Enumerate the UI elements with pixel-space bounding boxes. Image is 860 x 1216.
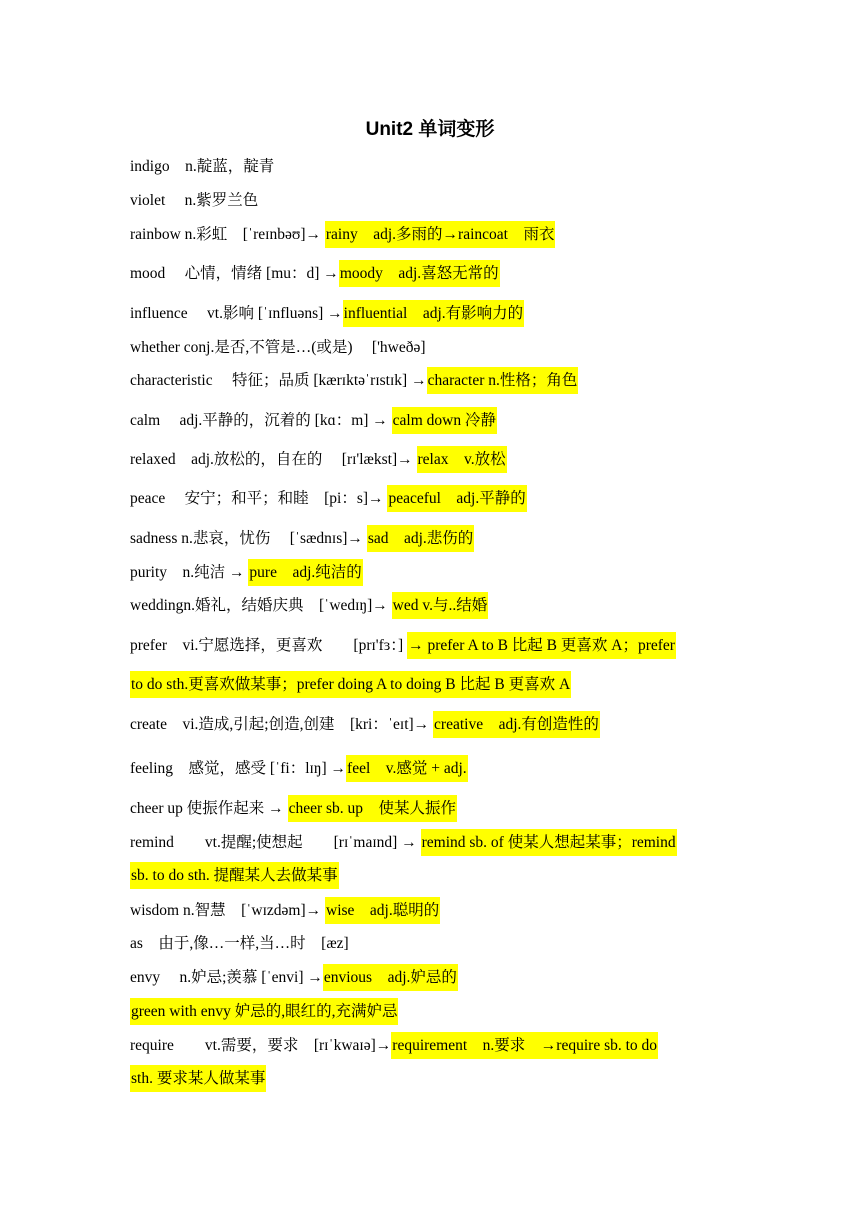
highlighted-derivative: rainy adj.多雨的→raincoat 雨衣 — [325, 221, 556, 248]
vocab-line-cheer-up — [130, 799, 457, 819]
vocab-line-influence — [130, 304, 524, 324]
vocab-line-violet — [130, 191, 258, 211]
highlighted-derivative: wise adj.聪明的 — [325, 897, 440, 924]
highlighted-derivative: sth. 要求某人做某事 — [130, 1065, 266, 1092]
highlighted-derivative: envious adj.妒忌的 — [323, 964, 458, 991]
vocab-line-indigo — [130, 157, 274, 177]
highlighted-derivative: remind sb. of 使某人想起某事；remind — [421, 829, 677, 856]
line-text: require vt.需要，要求 [rɪˈkwaɪə]→ — [130, 1037, 392, 1054]
line-text: create vi.造成,引起;创造,创建 [kri：ˈeɪt]→ — [130, 716, 434, 733]
vocab-line-sadness — [130, 529, 474, 549]
vocab-line-calm — [130, 411, 497, 431]
highlighted-derivative: green with envy 妒忌的,眼红的,充满妒忌 — [130, 998, 398, 1025]
line-text: weddingn.婚礼，结婚庆典 [ˈwedɪŋ]→ — [130, 597, 392, 614]
highlighted-derivative: pure adj.纯洁的 — [248, 559, 362, 586]
line-text: influence vt.影响 [ˈɪnfluəns] → — [130, 305, 343, 322]
vocab-line-peace — [130, 489, 527, 509]
line-text: characteristic 特征；品质 [kærɪktəˈrɪstɪk] → — [130, 372, 427, 389]
line-text: purity n.纯洁 → — [130, 564, 249, 581]
vocab-line-relaxed — [130, 450, 507, 470]
document-title: Unit2 单词变形 — [365, 119, 495, 140]
line-text: mood 心情，情绪 [mu：d] → — [130, 265, 339, 282]
vocab-line-prefer — [130, 636, 676, 656]
line-text: feeling 感觉，感受 [ˈfi：lɪŋ] → — [130, 760, 347, 777]
vocab-line-remind — [130, 833, 677, 853]
line-text: wisdom n.智慧 [ˈwɪzdəm]→ — [130, 902, 326, 919]
highlighted-derivative: peaceful adj.平静的 — [387, 485, 526, 512]
highlighted-derivative: → prefer A to B 比起 B 更喜欢 A；prefer — [407, 632, 676, 659]
vocab-line-green-with-envy — [130, 1002, 398, 1022]
highlighted-derivative: to do sth.更喜欢做某事；prefer doing A to doing B 比起 B 更喜欢 A — [130, 671, 571, 698]
line-text: as 由于,像…一样,当…时 [æz] — [130, 935, 349, 952]
highlighted-derivative: moody adj.喜怒无常的 — [339, 260, 500, 287]
highlighted-derivative: creative adj.有创造性的 — [433, 711, 600, 738]
line-text: cheer up 使振作起来 → — [130, 800, 288, 817]
vocab-line-as — [130, 934, 349, 954]
vocab-line-feeling — [130, 759, 468, 779]
line-text: prefer vi.宁愿选择，更喜欢 [prɪ'fɜ：] — [130, 637, 408, 654]
vocab-line-create — [130, 715, 600, 735]
highlighted-derivative: sb. to do sth. 提醒某人去做某事 — [130, 862, 339, 889]
vocab-line-purity — [130, 563, 363, 583]
highlighted-derivative: relax v.放松 — [417, 446, 507, 473]
vocab-line-remind-cont — [130, 866, 339, 886]
line-text: rainbow n.彩虹 [ˈreɪnbəʊ]→ — [130, 226, 325, 243]
highlighted-derivative: sad adj.悲伤的 — [367, 525, 474, 552]
line-text: calm adj.平静的，沉着的 [kɑ：m] → — [130, 412, 392, 429]
vocab-line-require — [130, 1036, 658, 1056]
highlighted-derivative: cheer sb. up 使某人振作 — [288, 795, 457, 822]
line-text: whether conj.是否,不管是…(或是) ['hweðə] — [130, 339, 426, 356]
vocab-line-envy — [130, 968, 458, 988]
line-text: sadness n.悲哀，忧伤 [ˈsædnɪs]→ — [130, 530, 367, 547]
vocab-line-whether — [130, 338, 426, 358]
highlighted-derivative: calm down 冷静 — [392, 407, 497, 434]
highlighted-derivative: wed v.与..结婚 — [392, 592, 489, 619]
highlighted-derivative: feel v.感觉 + adj. — [346, 755, 468, 782]
vocab-line-wedding — [130, 596, 488, 616]
highlighted-derivative: character n.性格；角色 — [427, 367, 579, 394]
vocab-line-characteristic — [130, 371, 578, 391]
highlighted-derivative: requirement n.要求 →require sb. to do — [391, 1032, 658, 1059]
line-text: relaxed adj.放松的，自在的 [rɪ'lækst]→ — [130, 451, 417, 468]
line-text: violet n.紫罗兰色 — [130, 192, 259, 209]
vocab-line-wisdom — [130, 901, 440, 921]
vocab-line-require-cont — [130, 1069, 266, 1089]
line-text: envy n.妒忌;羡慕 [ˈenvi] → — [130, 969, 323, 986]
highlighted-derivative: influential adj.有影响力的 — [343, 300, 525, 327]
line-text: indigo n.靛蓝，靛青 — [130, 158, 275, 175]
vocab-line-rainbow — [130, 225, 555, 245]
line-text: peace 安宁；和平；和睦 [pi：s]→ — [130, 490, 388, 507]
line-text: remind vt.提醒;使想起 [rɪˈmaɪnd] → — [130, 834, 421, 851]
vocab-line-prefer-cont — [130, 675, 571, 695]
vocab-line-mood — [130, 264, 500, 284]
